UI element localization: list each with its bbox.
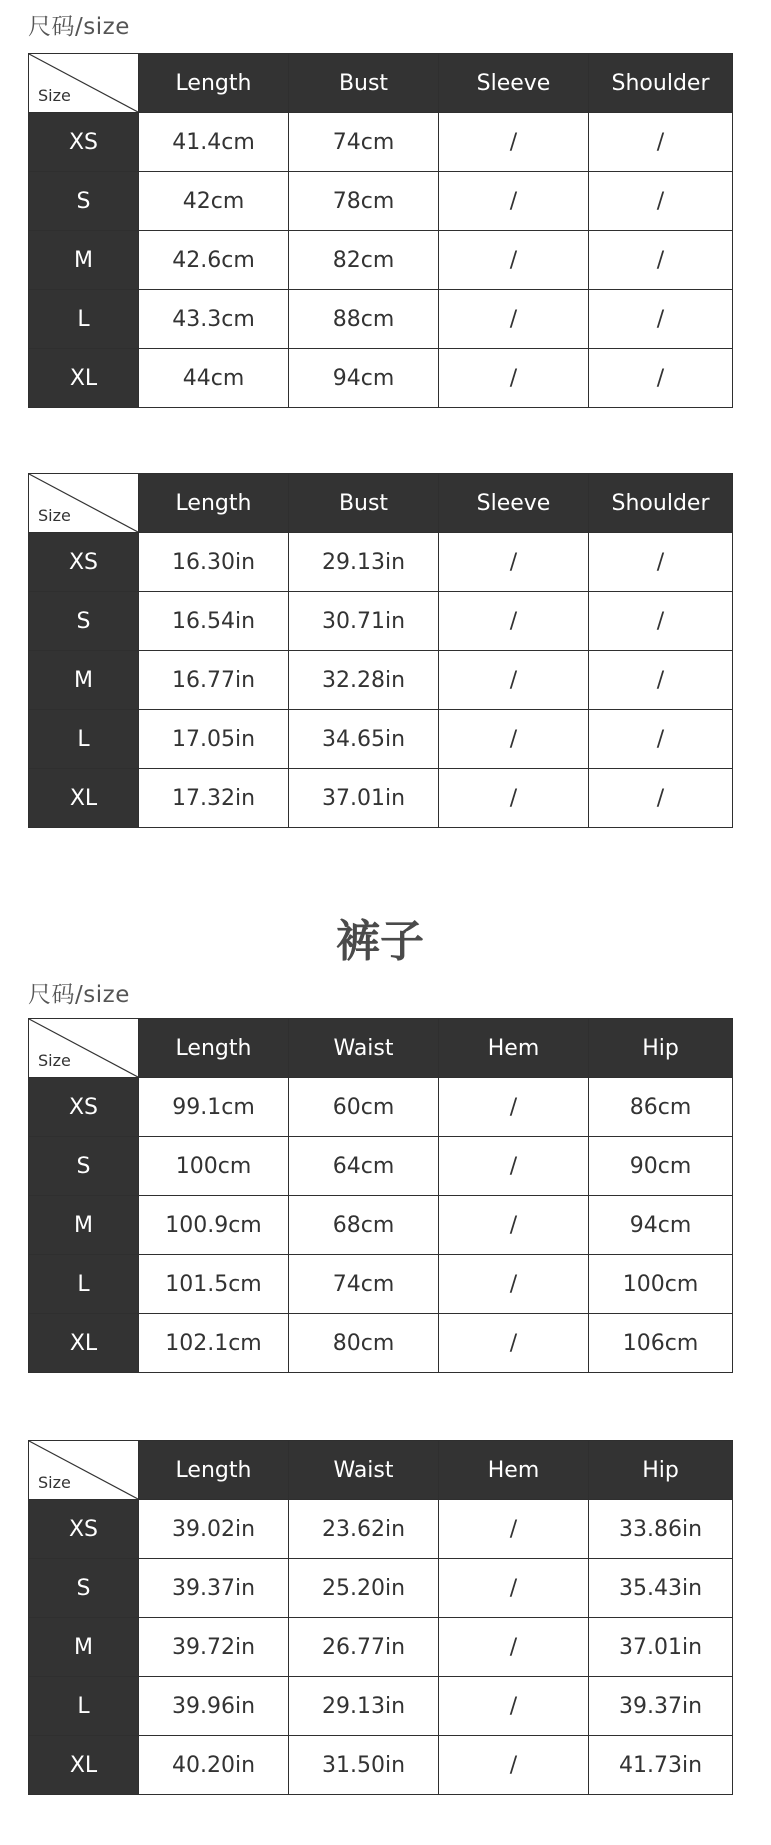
table-row	[29, 1314, 733, 1373]
measurement-cell: /	[439, 290, 589, 349]
measurement-cell: /	[589, 769, 733, 828]
measurement-cell: 39.37in	[589, 1677, 733, 1736]
tops-inch-table	[28, 473, 733, 828]
table-row	[29, 349, 733, 408]
measurement-cell: 80cm	[289, 1314, 439, 1373]
size-cell: S	[29, 592, 139, 651]
measurement-cell: 39.37in	[139, 1559, 289, 1618]
corner-label: Size	[38, 86, 71, 105]
size-cell: L	[29, 1677, 139, 1736]
measurement-cell: 35.43in	[589, 1559, 733, 1618]
measurement-cell: 23.62in	[289, 1500, 439, 1559]
size-cell: S	[29, 1559, 139, 1618]
measurement-cell: 99.1cm	[139, 1078, 289, 1137]
table-row	[29, 533, 733, 592]
measurement-cell: 100cm	[589, 1255, 733, 1314]
tops-cm-table	[28, 53, 733, 408]
measurement-cell: /	[439, 1500, 589, 1559]
measurement-cell: /	[439, 710, 589, 769]
column-header: Bust	[289, 474, 439, 533]
size-cell: M	[29, 651, 139, 710]
size-cell: XL	[29, 349, 139, 408]
table-row	[29, 651, 733, 710]
size-cell: S	[29, 172, 139, 231]
measurement-cell: 17.05in	[139, 710, 289, 769]
corner-cell	[29, 1441, 139, 1500]
measurement-cell: 94cm	[589, 1196, 733, 1255]
table-row	[29, 769, 733, 828]
measurement-cell: 17.32in	[139, 769, 289, 828]
table-row	[29, 1196, 733, 1255]
measurement-cell: 78cm	[289, 172, 439, 231]
column-header: Bust	[289, 54, 439, 113]
measurement-cell: 29.13in	[289, 533, 439, 592]
corner-label: Size	[38, 1051, 71, 1070]
measurement-cell: 30.71in	[289, 592, 439, 651]
measurement-cell: 88cm	[289, 290, 439, 349]
measurement-cell: /	[439, 769, 589, 828]
measurement-cell: 74cm	[289, 113, 439, 172]
size-cell: XS	[29, 533, 139, 592]
corner-label: Size	[38, 506, 71, 525]
measurement-cell: 31.50in	[289, 1736, 439, 1795]
column-header: Hem	[439, 1019, 589, 1078]
column-header: Length	[139, 54, 289, 113]
column-header: Shoulder	[589, 474, 733, 533]
corner-cell	[29, 474, 139, 533]
tops-size-label: 尺码/size	[28, 14, 130, 40]
column-header: Hem	[439, 1441, 589, 1500]
measurement-cell: /	[439, 172, 589, 231]
measurement-cell: 39.96in	[139, 1677, 289, 1736]
measurement-cell: /	[589, 172, 733, 231]
measurement-cell: 39.72in	[139, 1618, 289, 1677]
measurement-cell: 68cm	[289, 1196, 439, 1255]
table-row	[29, 113, 733, 172]
measurement-cell: 32.28in	[289, 651, 439, 710]
measurement-cell: 82cm	[289, 231, 439, 290]
size-cell: L	[29, 1255, 139, 1314]
size-cell: XS	[29, 1078, 139, 1137]
measurement-cell: 101.5cm	[139, 1255, 289, 1314]
size-cell: L	[29, 290, 139, 349]
measurement-cell: /	[439, 1559, 589, 1618]
measurement-cell: 42cm	[139, 172, 289, 231]
measurement-cell: 60cm	[289, 1078, 439, 1137]
measurement-cell: /	[439, 1196, 589, 1255]
column-header: Shoulder	[589, 54, 733, 113]
header-row	[29, 1019, 733, 1078]
measurement-cell: 42.6cm	[139, 231, 289, 290]
table-row	[29, 1736, 733, 1795]
column-header: Length	[139, 474, 289, 533]
size-cell: XL	[29, 1314, 139, 1373]
measurement-cell: 102.1cm	[139, 1314, 289, 1373]
size-cell: M	[29, 1196, 139, 1255]
measurement-cell: /	[439, 1618, 589, 1677]
corner-cell	[29, 1019, 139, 1078]
measurement-cell: /	[439, 1137, 589, 1196]
measurement-cell: 29.13in	[289, 1677, 439, 1736]
measurement-cell: /	[439, 651, 589, 710]
measurement-cell: 16.30in	[139, 533, 289, 592]
measurement-cell: 37.01in	[589, 1618, 733, 1677]
table-row	[29, 1500, 733, 1559]
measurement-cell: 39.02in	[139, 1500, 289, 1559]
table-row	[29, 592, 733, 651]
measurement-cell: /	[589, 710, 733, 769]
measurement-cell: /	[439, 1078, 589, 1137]
column-header: Hip	[589, 1441, 733, 1500]
size-cell: XL	[29, 769, 139, 828]
pants-cm-table	[28, 1018, 733, 1373]
table-row	[29, 1137, 733, 1196]
size-cell: XS	[29, 1500, 139, 1559]
pants-inch-table	[28, 1440, 733, 1795]
measurement-cell: 41.4cm	[139, 113, 289, 172]
measurement-cell: /	[439, 1736, 589, 1795]
measurement-cell: /	[439, 533, 589, 592]
measurement-cell: /	[589, 592, 733, 651]
measurement-cell: 41.73in	[589, 1736, 733, 1795]
measurement-cell: /	[589, 349, 733, 408]
size-cell: S	[29, 1137, 139, 1196]
measurement-cell: 106cm	[589, 1314, 733, 1373]
measurement-cell: 86cm	[589, 1078, 733, 1137]
measurement-cell: 25.20in	[289, 1559, 439, 1618]
measurement-cell: 44cm	[139, 349, 289, 408]
measurement-cell: 34.65in	[289, 710, 439, 769]
measurement-cell: /	[589, 290, 733, 349]
measurement-cell: /	[589, 533, 733, 592]
corner-cell	[29, 54, 139, 113]
measurement-cell: 37.01in	[289, 769, 439, 828]
measurement-cell: 16.77in	[139, 651, 289, 710]
measurement-cell: 74cm	[289, 1255, 439, 1314]
measurement-cell: 100cm	[139, 1137, 289, 1196]
measurement-cell: 26.77in	[289, 1618, 439, 1677]
measurement-cell: /	[439, 1255, 589, 1314]
measurement-cell: 90cm	[589, 1137, 733, 1196]
table-row	[29, 290, 733, 349]
table-row	[29, 231, 733, 290]
header-row	[29, 54, 733, 113]
table-row	[29, 1618, 733, 1677]
measurement-cell: /	[589, 651, 733, 710]
measurement-cell: 33.86in	[589, 1500, 733, 1559]
column-header: Sleeve	[439, 474, 589, 533]
table-row	[29, 1677, 733, 1736]
measurement-cell: /	[439, 1314, 589, 1373]
measurement-cell: /	[439, 592, 589, 651]
size-cell: XS	[29, 113, 139, 172]
column-header: Sleeve	[439, 54, 589, 113]
column-header: Length	[139, 1441, 289, 1500]
table-row	[29, 1078, 733, 1137]
size-cell: L	[29, 710, 139, 769]
measurement-cell: 40.20in	[139, 1736, 289, 1795]
corner-label: Size	[38, 1473, 71, 1492]
table-row	[29, 710, 733, 769]
measurement-cell: /	[439, 231, 589, 290]
header-row	[29, 1441, 733, 1500]
size-cell: M	[29, 231, 139, 290]
pants-section-title: 裤子	[336, 916, 424, 967]
measurement-cell: /	[589, 113, 733, 172]
measurement-cell: /	[439, 113, 589, 172]
table-row	[29, 172, 733, 231]
measurement-cell: 16.54in	[139, 592, 289, 651]
measurement-cell: 94cm	[289, 349, 439, 408]
size-cell: M	[29, 1618, 139, 1677]
pants-size-label: 尺码/size	[28, 982, 130, 1008]
header-row	[29, 474, 733, 533]
measurement-cell: 64cm	[289, 1137, 439, 1196]
measurement-cell: /	[439, 349, 589, 408]
size-cell: XL	[29, 1736, 139, 1795]
measurement-cell: 100.9cm	[139, 1196, 289, 1255]
table-row	[29, 1255, 733, 1314]
measurement-cell: /	[439, 1677, 589, 1736]
column-header: Waist	[289, 1441, 439, 1500]
column-header: Waist	[289, 1019, 439, 1078]
measurement-cell: /	[589, 231, 733, 290]
measurement-cell: 43.3cm	[139, 290, 289, 349]
table-row	[29, 1559, 733, 1618]
column-header: Length	[139, 1019, 289, 1078]
column-header: Hip	[589, 1019, 733, 1078]
